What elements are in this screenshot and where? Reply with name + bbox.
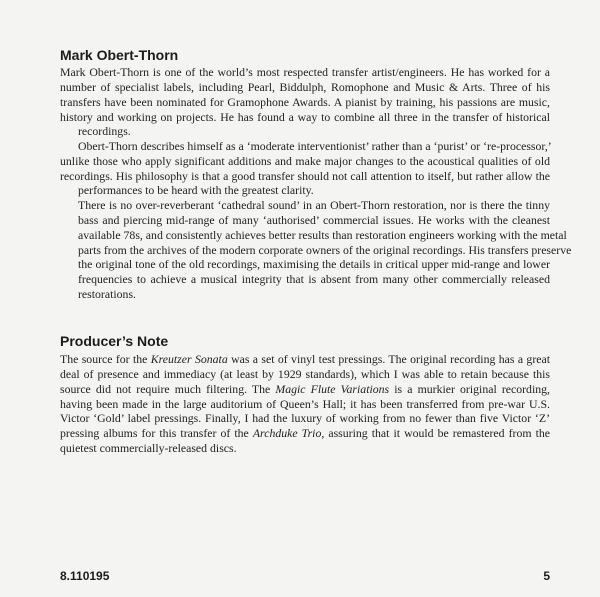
catalog-number: 8.110195 <box>60 569 110 583</box>
paragraph-line: having been made in the large auditorium of Queen’s Hall; it has been transferred from pre-war U.S. <box>60 397 550 411</box>
paragraph-line: recordings. His philosophy is that a good transfer should not call attention to itself, but rather allow the <box>60 169 550 183</box>
section-heading-mark-obert-thorn: Mark Obert-Thorn <box>60 47 179 63</box>
paragraph-line: restorations. <box>78 287 136 301</box>
work-title: Magic Flute Variations <box>275 382 390 396</box>
paragraph-line: The source for the Kreutzer Sonata was a set of vinyl test pressings. The original recording has a great <box>60 352 550 366</box>
paragraph-line: available 78s, and consistently achieves better results than restoration engineers working with the metal <box>78 228 567 242</box>
paragraph-line: recordings. <box>78 124 131 138</box>
work-title: Kreutzer Sonata <box>150 352 228 366</box>
paragraph-line: pressing albums for this transfer of the Archduke Trio, assuring that it would be remastered from the <box>60 426 551 440</box>
paragraph-line: the original tone of the old recordings, maximising the details in critical upper mid-range and lower <box>78 257 550 271</box>
paragraph-line: number of specialist labels, including Pearl, Biddulph, Romophone and Music & Arts. Three of his <box>60 80 550 94</box>
paragraph-line: There is no over-reverberant ‘cathedral sound’ in an Obert-Thorn restoration, nor is there the tinny <box>78 198 550 212</box>
paragraph-line: Victor ‘Gold’ label pressings. Finally, I had the luxury of working from no fewer than five Victor ‘Z’ <box>60 411 550 425</box>
paragraph-line: unlike those who apply significant additions and make major changes to the acoustical qualities of old <box>60 154 550 168</box>
paragraph-line: history and working on projects. He has found a way to combine all three in the transfer of historical <box>60 110 550 124</box>
work-title: Archduke Trio, <box>252 426 325 440</box>
paragraph-line: source did not require much filtering. The Magic Flute Variations is a murkier original recording, <box>60 382 550 396</box>
paragraph-line: transfers have been nominated for Gramophone Awards. A pianist by training, his passions are music, <box>60 95 550 109</box>
paragraph-line: frequencies to achieve a musical integrity that is absent from many other commercially released <box>78 272 550 286</box>
paragraph-line: bass and piercing mid-range of many ‘authorised’ commercial issues. He works with the cleanest <box>78 213 550 227</box>
paragraph-line: Obert-Thorn describes himself as a ‘moderate interventionist’ rather than a ‘purist’ or ‘re-processor,’ <box>78 139 552 153</box>
paragraph-line: quietest commercially-released discs. <box>60 441 237 455</box>
paragraph-line: deal of presence and immediacy (at least by 1929 standards), which I was able to retain because this <box>60 367 550 381</box>
paragraph-line: parts from the archives of the modern corporate owners of the original recordings. His transfers preserve <box>78 243 572 257</box>
page-number: 5 <box>543 569 550 583</box>
paragraph-line: Mark Obert-Thorn is one of the world’s most respected transfer artist/engineers. He has worked for a <box>60 65 550 79</box>
section-heading-producers-note: Producer’s Note <box>60 333 169 349</box>
paragraph-line: performances to be heard with the greatest clarity. <box>78 183 314 197</box>
